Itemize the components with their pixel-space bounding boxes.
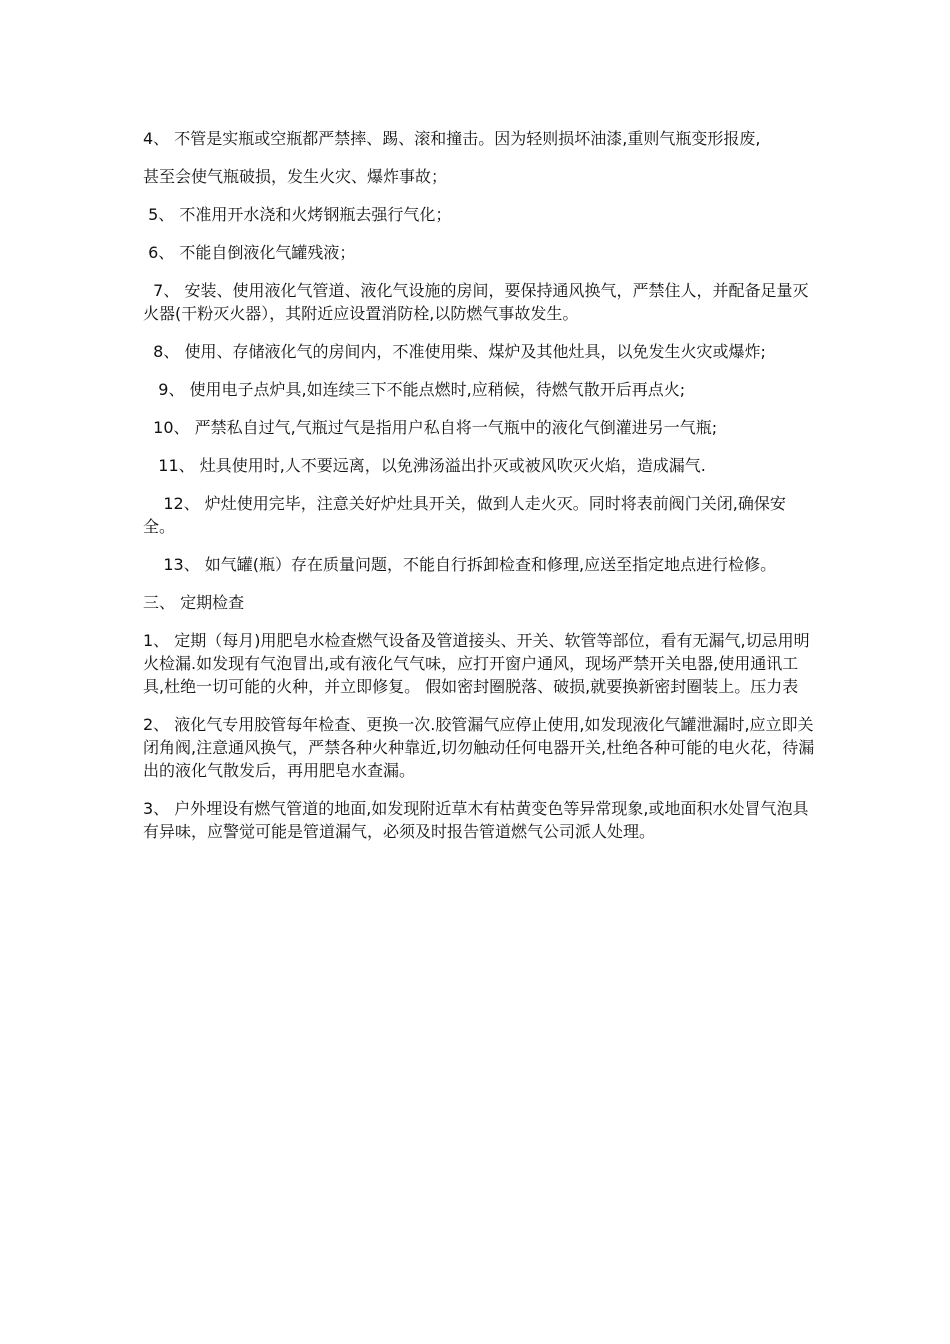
paragraph-inspection-1: 1、 定期（每月)用肥皂水检查燃气设备及管道接头、开关、软管等部位，看有无漏气,切忌用明火检漏.如发现有气泡冒出,或有液化气气味，应打开窗户通风，现场严禁开关电器,使用通讯工具,杜绝一切可能的火种，并立即修复。 假如密封圈脱落、破损,就要换新密封圈装上。压力表 bbox=[143, 631, 810, 696]
paragraph-rule-5: 5、 不准用开水浇和火烤钢瓶去强行气化； bbox=[143, 205, 452, 224]
paragraph-rule-12: 12、 炉灶使用完毕，注意关好炉灶具开关，做到人走火灭。同时将表前阀门关闭,确保安全。 bbox=[143, 494, 786, 536]
paragraph-rule-6: 6、 不能自倒液化气罐残液； bbox=[143, 243, 356, 262]
paragraph-rule-4-cont: 甚至会使气瓶破损，发生火灾、爆炸事故； bbox=[143, 167, 448, 186]
paragraph-rule-7: 7、 安装、使用液化气管道、液化气设施的房间，要保持通风换气，严禁住人，并配备足量灭火器(干粉灭火器），其附近应设置消防栓,以防燃气事故发生。 bbox=[143, 281, 809, 323]
paragraph-rule-4: 4、 不管是实瓶或空瓶都严禁摔、踢、滚和撞击。因为轻则损坏油漆,重则气瓶变形报废, bbox=[143, 129, 761, 148]
paragraph-rule-10: 10、 严禁私自过气,气瓶过气是指用户私自将一气瓶中的液化气倒灌进另一气瓶; bbox=[143, 418, 718, 437]
paragraph-rule-9: 9、 使用电子点炉具,如连续三下不能点燃时,应稍候，待燃气散开后再点火; bbox=[143, 380, 686, 399]
paragraph-inspection-2: 2、 液化气专用胶管每年检查、更换一次.胶管漏气应停止使用,如发现液化气罐泄漏时,应立即关闭角阀,注意通风换气，严禁各种火种靠近,切勿触动任何电器开关,杜绝各种可能的电火花，待漏出的液化气散发后，再用肥皂水查漏。 bbox=[143, 715, 815, 780]
section-heading-periodic-inspection: 三、 定期检查 bbox=[143, 593, 245, 612]
paragraph-inspection-3: 3、 户外埋设有燃气管道的地面,如发现附近草木有枯黄变色等异常现象,或地面积水处冒气泡具有异味，应警觉可能是管道漏气，必须及时报告管道燃气公司派人处理。 bbox=[143, 799, 809, 841]
document-page bbox=[143, 127, 815, 858]
paragraph-rule-13: 13、 如气罐(瓶）存在质量问题，不能自行拆卸检查和修理,应送至指定地点进行检修。 bbox=[143, 555, 777, 574]
paragraph-rule-11: 11、 灶具使用时,人不要远离，以免沸汤溢出扑灭或被风吹灭火焰，造成漏气. bbox=[143, 456, 706, 475]
paragraph-rule-8: 8、 使用、存储液化气的房间内，不准使用柴、煤炉及其他灶具，以免发生火灾或爆炸; bbox=[143, 342, 766, 361]
